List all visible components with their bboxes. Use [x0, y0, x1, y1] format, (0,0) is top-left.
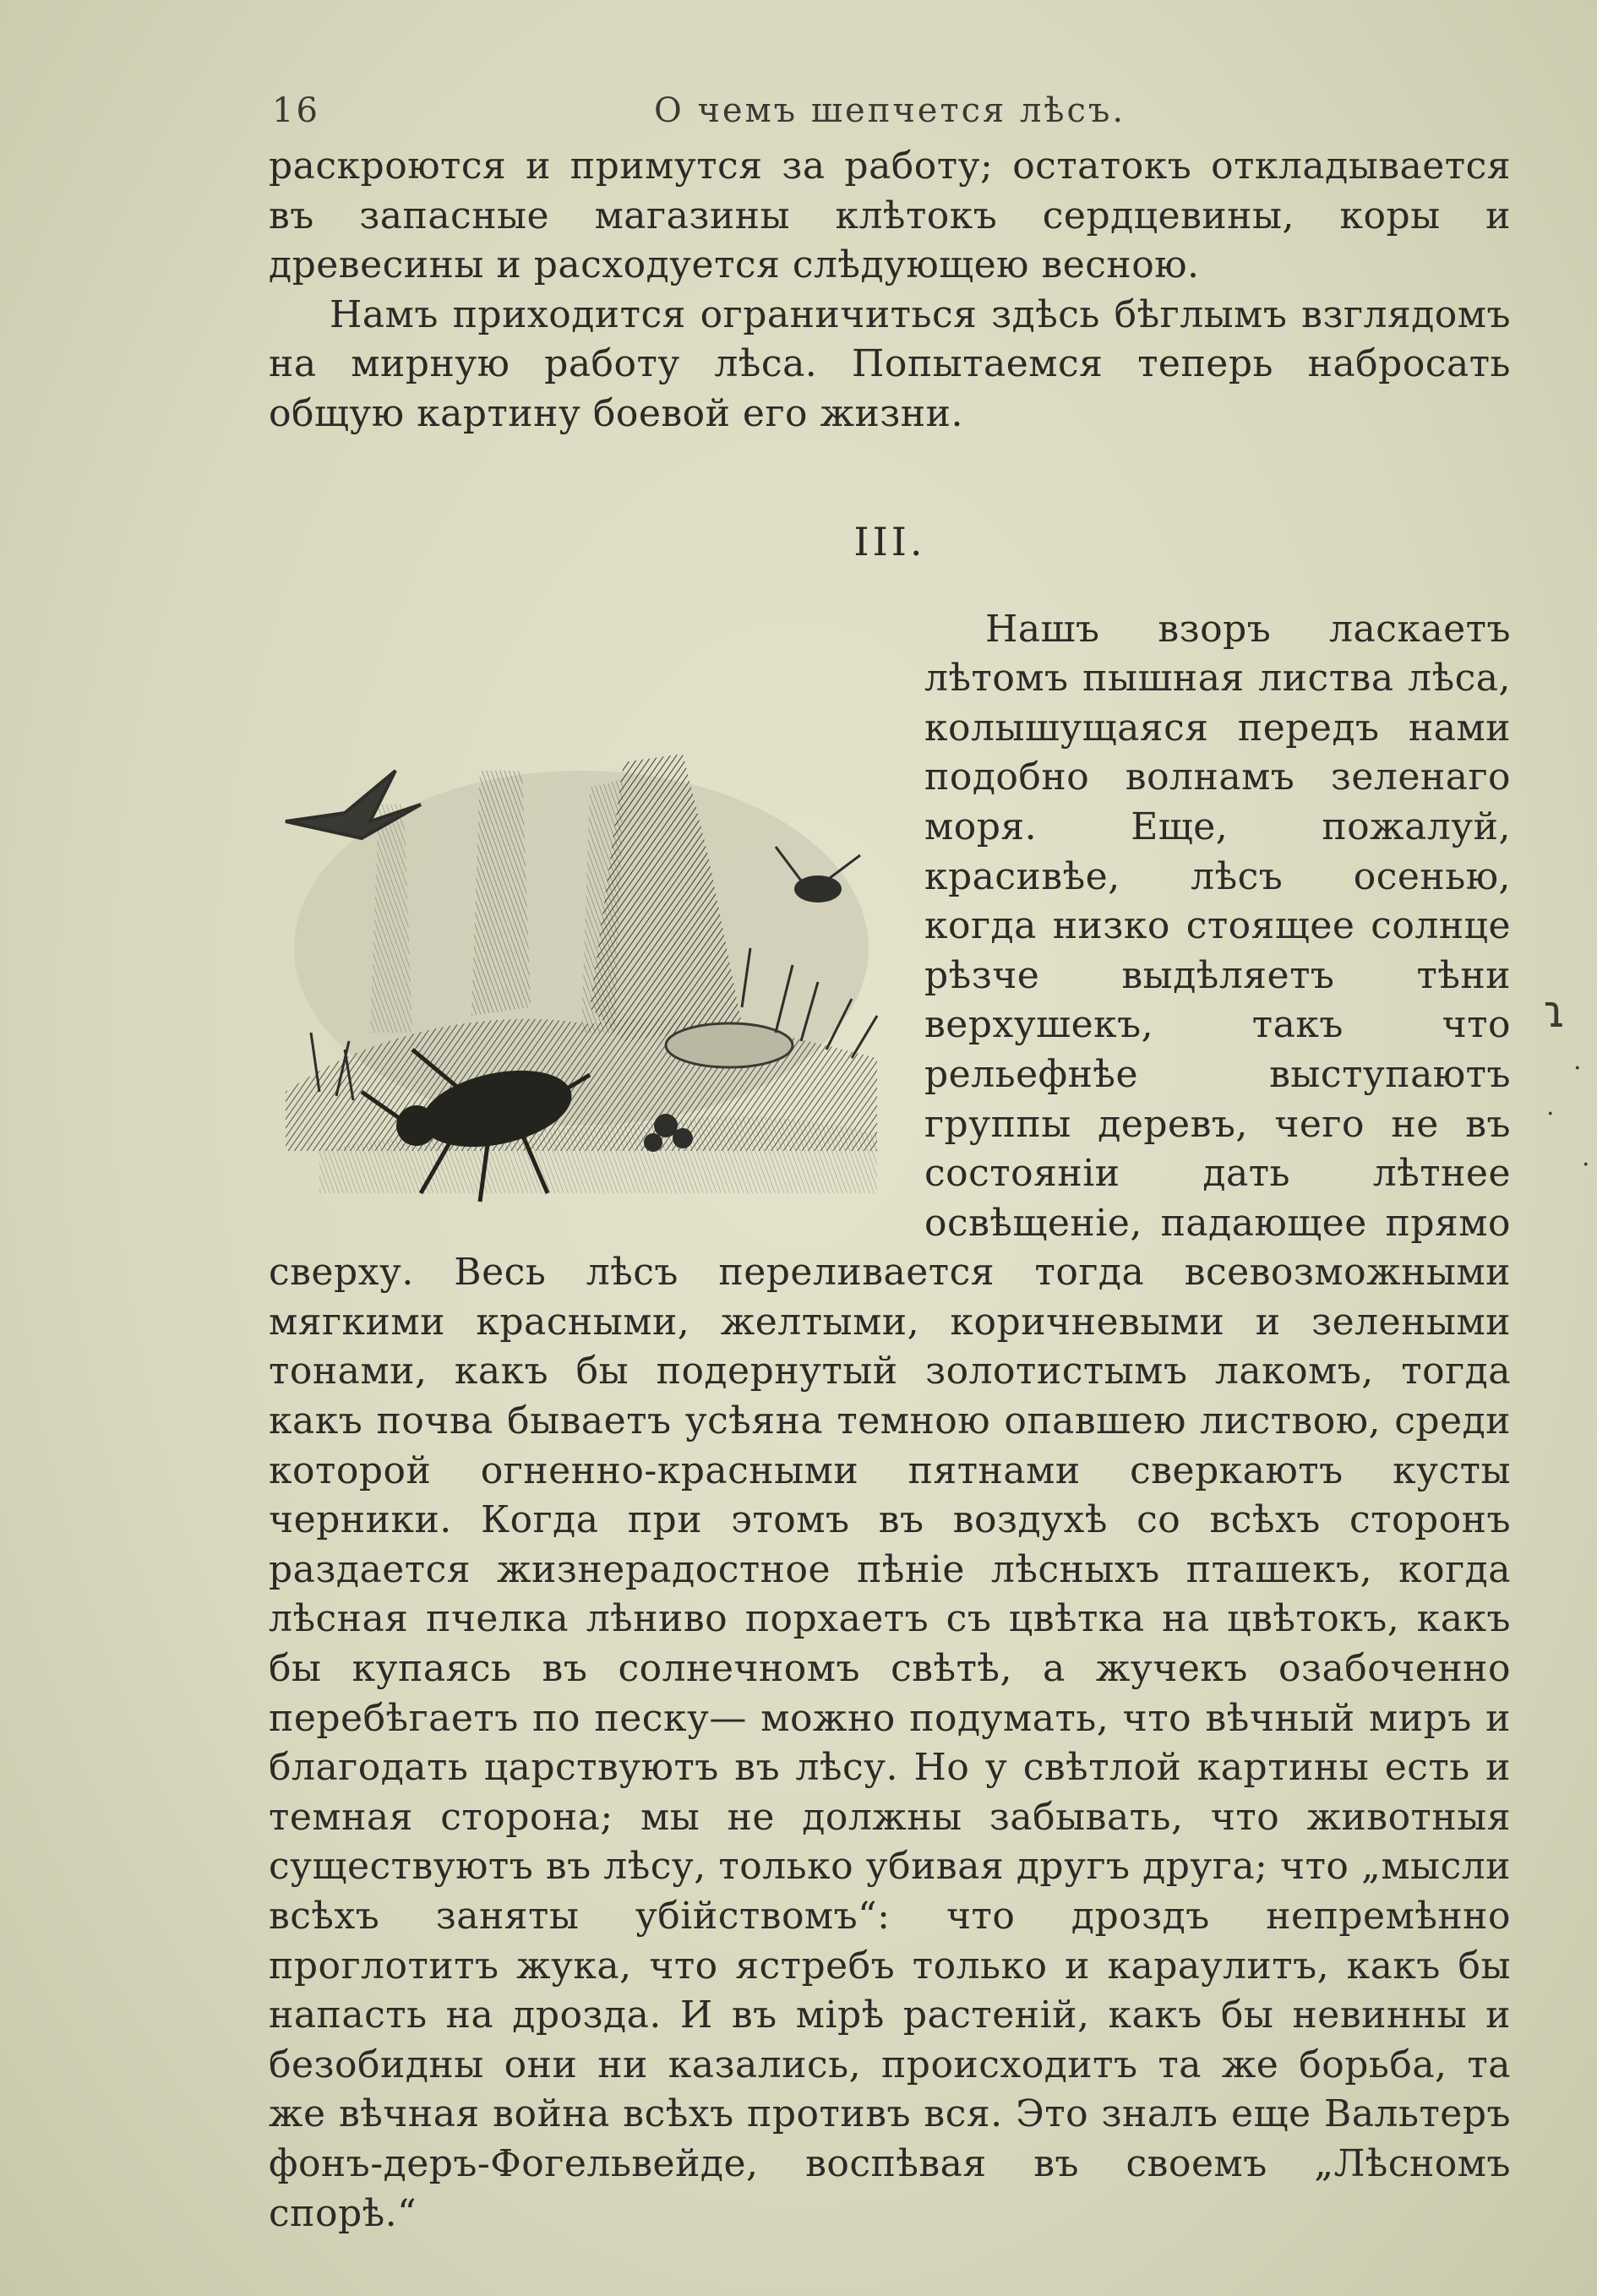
margin-ink-dot: .	[1582, 1143, 1590, 1172]
paragraph-continuation: раскроются и примутся за работу; остатокъ откладывается въ запасные магазины клѣтокъ сердцевины, коры и древесины и расходуется слѣдующею весною.	[269, 145, 1511, 287]
chapter-heading: III.	[853, 518, 926, 564]
margin-handwritten-mark: ɿ	[1543, 987, 1567, 1038]
margin-ink-dot: .	[1573, 1046, 1582, 1076]
paragraph-forest-description: Нашъ взоръ ласкаетъ лѣтомъ пышная листва лѣса, колышущаяся передъ нами подобно волнамъ зеленаго моря. Еще, пожалуй, красивѣе, лѣсъ осенью, когда низко стоящее солнце рѣзче выдѣляетъ тѣни верхушекъ, такъ что рельефнѣе выступаютъ группы деревъ, чего не въ состояніи дать лѣтнее освѣщеніе, падающее прямо сверху. Весь лѣсъ переливается тогда всевозможными мягкими красными, желтыми, коричневыми и зелеными тонами, какъ бы подернутый золотистымъ лакомъ, тогда какъ почва бываетъ усѣяна темною опавшею листвою, среди которой огненно-красными пятнами сверкаютъ кусты черники. Когда при этомъ въ воздухѣ со всѣхъ сторонъ раздается жизнерадостное пѣніе лѣсныхъ пташекъ, когда лѣсная пчелка лѣниво порхаетъ съ цвѣтка на цвѣтокъ, какъ бы купаясь въ солнечномъ свѣтѣ, а жучекъ озабоченно перебѣгаетъ по песку— можно подумать, что вѣчный миръ и благодать царствуютъ въ лѣсу. Но у свѣтлой картины есть и темная сторона; мы не должны забывать, что животныя существуютъ въ лѣсу, только убивая другъ друга; что „мысли всѣхъ заняты убійствомъ“: что дроздъ непремѣнно проглотитъ жука, что ястребъ только и караулитъ, какъ бы напасть на дрозда. И въ мірѣ растеній, какъ бы невинны и безобидны они ни казались, происходитъ та же борьба, та же вѣчная война всѣхъ противъ вся. Это зналъ еще Вальтеръ фонъ-деръ-Фогельвейде, воспѣвая въ своемъ „Лѣсномъ спорѣ.“	[269, 607, 1511, 2235]
forest-illustration	[269, 754, 894, 1210]
margin-ink-dot: .	[1546, 1092, 1555, 1121]
page-number: 16	[272, 91, 320, 130]
paragraph-peaceful-work: Намъ приходится ограничиться здѣсь бѣглымъ взглядомъ на мирную работу лѣса. Попытаемся теперь набросать общую картину боевой его жизни.	[269, 292, 1511, 435]
running-title: О чемъ шепчется лѣсъ.	[653, 91, 1126, 130]
running-head	[269, 91, 1511, 142]
paragraph-block-with-figure	[269, 605, 1511, 2239]
forest-engraving-image	[269, 754, 894, 1210]
book-page	[269, 91, 1511, 2239]
